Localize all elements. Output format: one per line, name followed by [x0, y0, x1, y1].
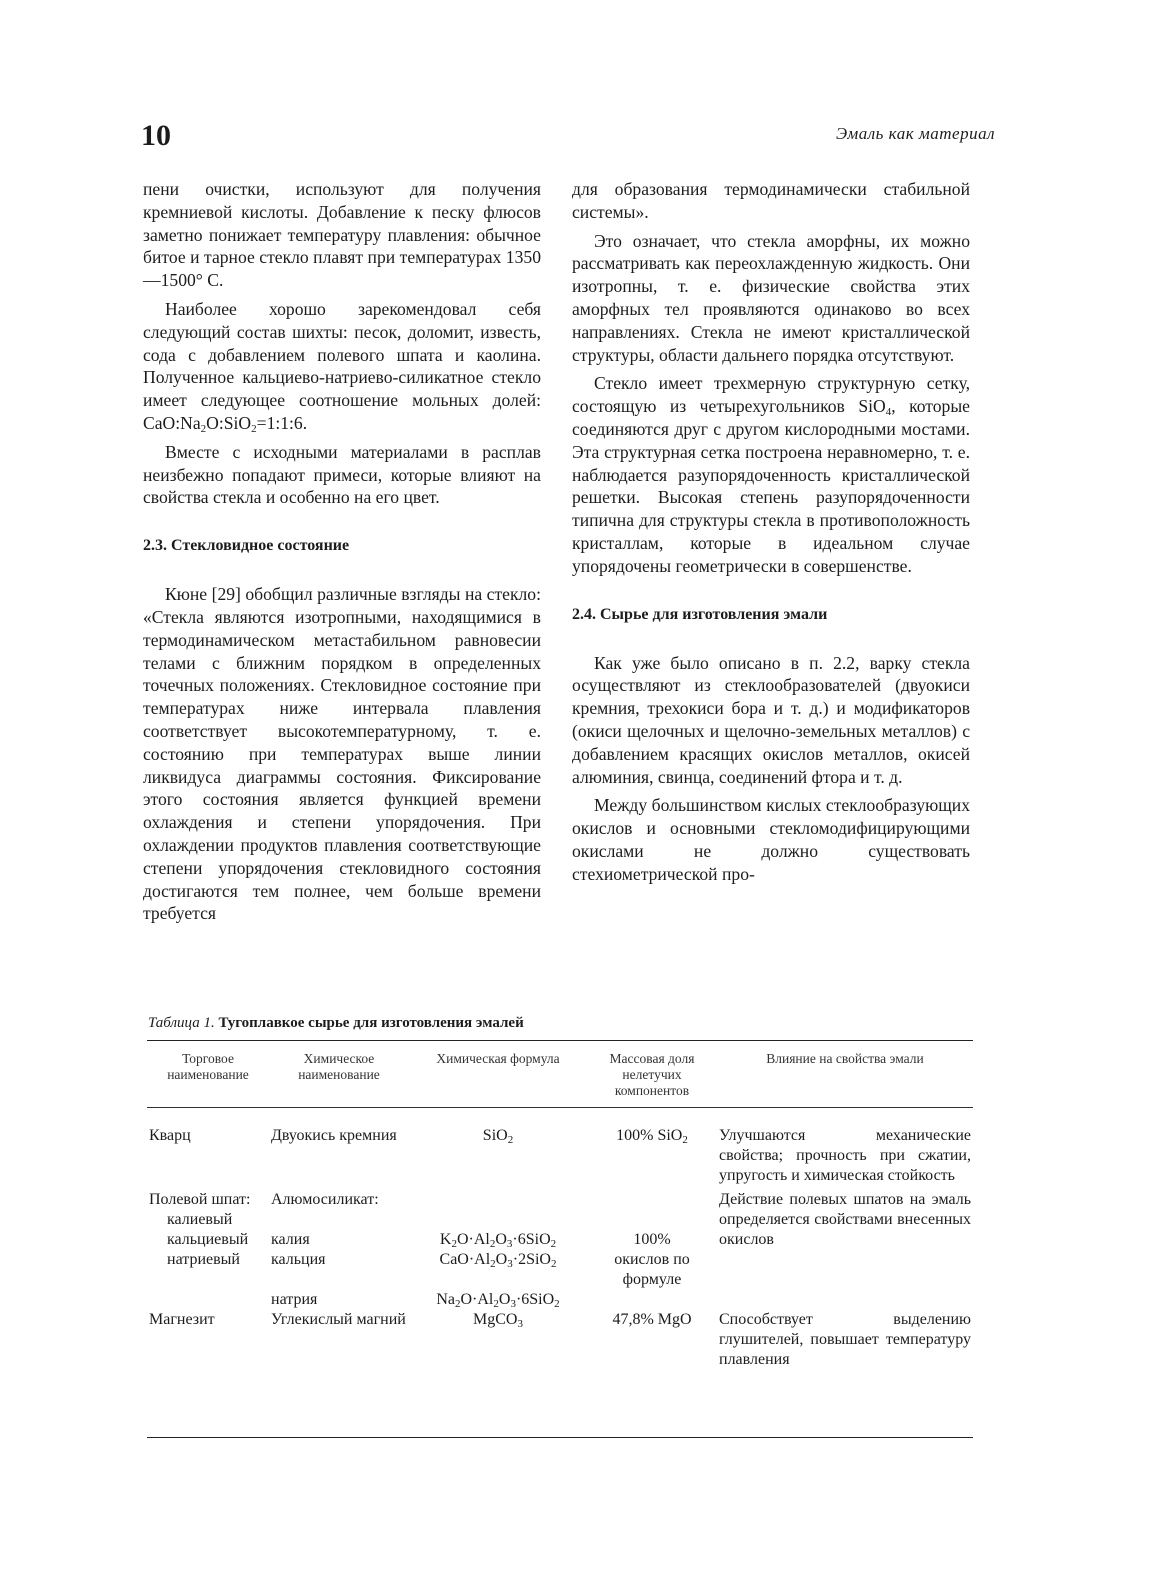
paragraph-text: Наиболее хорошо зарекомендовал себя следующий состав шихты: песок, доломит, известь, сода с добавлением полевого шпата и каолина. Полученное кальциево-натриево-силикатное стекло имеет следующее соотношение мольных долей: [143, 298, 541, 411]
column-header: Химическое наименование [298, 1051, 380, 1082]
table-caption [148, 1013, 524, 1033]
table-cell: 47,8% MgO [612, 1311, 692, 1328]
table-cell: Способствует выделению глушителей, повышает температуру плавления [719, 1311, 971, 1368]
table-cell: Полевой шпат: калиевый кальциевый натриевый [147, 1190, 269, 1310]
column-header: Торговое наименование [167, 1051, 249, 1082]
paragraph: пени очистки, используют для получения кремниевой кислоты. Добавление к песку флюсов заметно понижает температуру плавления: обычное битое и тарное стекло плавят при температурах 1350—1500° С. [143, 179, 541, 291]
column-header: Влияние на свойства эмали [766, 1051, 924, 1066]
paragraph: Стекло имеет трехмерную структурную сетку, состоящую из четырехугольников SiO$_4$, которые соединяются друг с другом кислородными мостами. Эта структурная сетка построена неравномерно, т. е. наблюдается разупорядоченность кристаллической решетки. Высокая степень разупорядоченности типична для структуры стекла в противоположность кристаллам, которые в идеальном случае упорядочены геометрически в совершенстве. [572, 373, 970, 576]
section-heading: 2.3. Стекловидное состояние [143, 537, 350, 555]
table-row [147, 1310, 973, 1370]
molar-ratio-formula: $CaO:Na_2O:SiO_2=1:1:6$. [143, 412, 308, 435]
subtype-label: натриевый [167, 1251, 240, 1268]
table-cell: 100% окислов по формуле [614, 1231, 690, 1288]
subtype-label: калиевый [167, 1211, 233, 1228]
table-cell: SiO$_2$ [482, 1127, 514, 1146]
table-cell: 100% SiO$_2$ [616, 1127, 688, 1146]
table-cell: Действие полевых шпатов на эмаль определяется свойствами внесенных окислов [719, 1191, 971, 1248]
table-cell: Углекислый магний [271, 1311, 406, 1328]
paragraph: Вместе с исходными материалами в расплав неизбежно попадают примеси, которые влияют на свойства стекла и особенно на его цвет. [143, 441, 541, 508]
paragraph [143, 298, 541, 435]
table-row [147, 1108, 973, 1190]
table-cell: Кварц [149, 1127, 191, 1144]
table-row [147, 1190, 973, 1310]
column-header: Химическая формула [436, 1051, 560, 1066]
formula-potassium-feldspar: $K_2O\cdot Al_2O_3\cdot 6SiO_2$ [439, 1231, 557, 1250]
left-column [143, 178, 541, 931]
table-caption-title: Тугоплавкое сырье для изготовления эмалей [218, 1015, 524, 1031]
running-title: Эмаль как материал [836, 124, 995, 143]
table-bottom-rule [147, 1437, 973, 1438]
table-cell: Магнезит [149, 1311, 215, 1328]
table-cell: Улучшаются механические свойства; прочность при сжатии, упругость и химическая стойкость [719, 1127, 971, 1184]
paragraph: Между большинством кислых стеклообразующих окислов и основными стекломодифицирующими окислами не должно существовать стехиометрической про- [572, 795, 970, 884]
materials-table [147, 1040, 973, 1370]
table-caption-label: Таблица 1. [148, 1015, 215, 1031]
paragraph: Кюне [29] обобщил различные взгляды на стекло: «Стекла являются изотропными, находящимися в термодинамическом метастабильном равновесии телами с ближним порядком в определенных точечных положениях. Стекловидное состояние при температурах ниже интервала плавления соответствует высокотемпературному, т. е. состоянию при температурах выше линии ликвидуса диаграммы состояния. Фиксирование этого состояния является функцией времени охлаждения и степени упорядочения. При охлаждении продуктов плавления соответствующие степени упорядочения стекловидного состояния достигаются тем полнее, чем больше времени требуется [143, 584, 541, 924]
right-column [572, 178, 970, 892]
paragraph: для образования термодинамически стабильной системы». [572, 179, 970, 222]
paragraph: Это означает, что стекла аморфны, их можно рассматривать как переохлажденную жидкость. Они изотропны, т. е. физические свойства этих аморфных тел проявляются одинаково во всех направлениях. Стекла не имеют кристаллической структуры, области дальнего порядка отсутствуют. [572, 230, 970, 365]
table-cell: Алюмосиликат: калия кальция натрия [271, 1191, 379, 1308]
subtype-label: кальциевый [167, 1231, 249, 1248]
page-number: 10 [141, 119, 171, 152]
formula-sodium-feldspar: $Na_2O\cdot Al_2O_3\cdot 6SiO_2$ [436, 1291, 560, 1310]
table-cell [409, 1190, 587, 1310]
formula-calcium-feldspar: $CaO\cdot Al_2O_3\cdot 2SiO_2$ [439, 1251, 557, 1270]
column-header: Массовая доля нелетучих компонентов [609, 1051, 695, 1098]
table-header [147, 1041, 973, 1108]
section-heading: 2.4. Сырье для изготовления эмали [572, 605, 828, 623]
paragraph: Как уже было описано в п. 2.2, варку стекла осуществляют из стеклообразователей (двуокиси кремния, трехокиси бора и т. д.) и модификаторов (окиси щелочных и щелочно-земельных металлов) с добавлением красящих окислов металлов, окисей алюминия, свинца, соединений фтора и т. д. [572, 652, 970, 787]
table-cell: Двуокись кремния [271, 1127, 397, 1144]
table-cell: MgCO$_3$ [473, 1311, 523, 1330]
